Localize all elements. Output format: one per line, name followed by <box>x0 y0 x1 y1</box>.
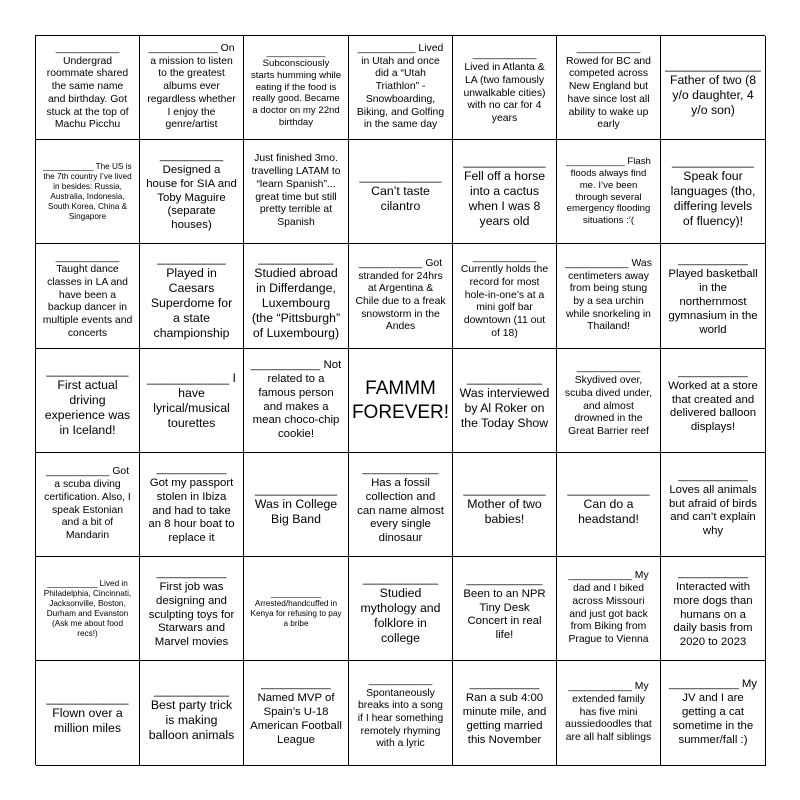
bingo-square[interactable] <box>661 453 766 557</box>
bingo-square-text: ___________ First job was designing and sculpting toys for Starwars and Marvel movies <box>148 566 235 649</box>
bingo-square[interactable] <box>349 244 453 349</box>
bingo-card <box>35 35 765 765</box>
bingo-square[interactable] <box>140 349 244 453</box>
bingo-square-text: ____________ Has a fossil collection and can name almost every single dinosaur <box>357 462 444 545</box>
bingo-square-text: ____________ On a mission to listen to the greatest albums ever regardless whether I enjoy the genre/artist <box>147 43 236 131</box>
bingo-square[interactable] <box>140 557 244 661</box>
bingo-square[interactable] <box>453 140 557 244</box>
bingo-square[interactable] <box>244 349 349 453</box>
bingo-square-text: ______________ Father of two (8 y/o daughter, 4 y/o son) <box>665 57 761 117</box>
bingo-square-text: ___________ Not related to a famous person and makes a mean choco-chip cookie! <box>250 358 342 441</box>
bingo-square[interactable] <box>557 244 661 349</box>
bingo-square[interactable] <box>140 661 244 766</box>
bingo-square[interactable] <box>36 661 140 766</box>
bingo-square-text: ___________ Skydived over, scuba dived under, and almost drowned in the Great Barrier reef <box>564 362 653 437</box>
bingo-square[interactable] <box>244 557 349 661</box>
bingo-square[interactable] <box>36 244 140 349</box>
bingo-square-text: ___________ Played basketball in the northernmost gymnasium in the world <box>668 254 758 336</box>
bingo-square[interactable] <box>349 140 453 244</box>
bingo-square[interactable] <box>661 661 766 766</box>
bingo-square[interactable] <box>557 557 661 661</box>
bingo-square-text: ___________ Got stranded for 24hrs at Argentina & Chile due to a freak snowstorm in the Andes <box>355 257 446 333</box>
bingo-square-text: ____________ Can’t taste cilantro <box>359 169 442 213</box>
bingo-square-text: __________ Played in Caesars Superdome for a state championship <box>150 251 233 340</box>
bingo-square-text: ___________ Best party trick is making balloon animals <box>148 683 235 742</box>
bingo-square[interactable] <box>244 140 349 244</box>
bingo-square[interactable] <box>36 557 140 661</box>
bingo-square[interactable] <box>140 36 244 140</box>
bingo-square-text: ____________ Speak four languages (tho, differing levels of fluency)! <box>670 154 756 228</box>
bingo-square[interactable] <box>36 349 140 453</box>
bingo-square[interactable] <box>140 244 244 349</box>
bingo-square[interactable] <box>557 349 661 453</box>
bingo-square-text: ____________ Flown over a million miles <box>46 690 129 735</box>
bingo-square-text: ___________ Arrested/handcuffed in Kenya for refusing to pay a bribe <box>250 588 342 628</box>
bingo-square[interactable] <box>453 453 557 557</box>
bingo-square[interactable] <box>661 349 766 453</box>
bingo-square-text: ____________ Been to an NPR Tiny Desk Concert in real life! <box>463 573 546 642</box>
bingo-square-text: ___________ Taught dance classes in LA and have been a backup dancer in multiple events and concerts <box>42 251 133 339</box>
bingo-square-text: ___________ Subconsciously starts humming while eating if the food is really good. Became a doctor on my 22nd birthday <box>250 46 342 128</box>
bingo-square-text: Just finished 3mo. travelling LATAM to “learn Spanish”... great time but still pretty terrible at Spanish <box>251 153 341 228</box>
bingo-square-text: ___________ Undergrad roommate shared the same name and birthday. Got stuck at the top of Machu Picchu <box>46 43 129 131</box>
bingo-square[interactable] <box>36 140 140 244</box>
bingo-square[interactable] <box>349 349 453 453</box>
bingo-square[interactable] <box>453 557 557 661</box>
bingo-square[interactable] <box>36 453 140 557</box>
bingo-square-text: ___________ Studied mythology and folklore in college <box>360 571 441 645</box>
bingo-square-text: __________ Lived in Utah and once did a “Utah Triathlon” - Snowboarding, Biking, and Golfing in the same day <box>356 43 445 131</box>
bingo-square-text: ___________ Currently holds the record for most hole-in-one’s at a mini golf bar downtown (11 out of 18) <box>460 251 549 339</box>
bingo-square-text: ___________ Spontaneously breaks into a song if I hear something remotely rhyming with a lyric <box>357 674 444 750</box>
bingo-square-text: ____________ Was in College Big Band <box>254 482 338 526</box>
bingo-square-text: ___________ Worked at a store that created and delivered balloon displays! <box>668 365 758 434</box>
bingo-square-text: ___________ Ran a sub 4:00 minute mile, and getting married this November <box>462 678 547 746</box>
bingo-square-text: ___________ Rowed for BC and competed across New England but have since lost all ability to wake up early <box>566 43 651 131</box>
bingo-square[interactable] <box>36 36 140 140</box>
bingo-square-text: ___________ Got a scuba diving certification. Also, I speak Estonian and a bit of Mandarin <box>44 466 131 541</box>
bingo-square-text: ___________ Loves all animals but afraid of birds and can’t explain why <box>668 469 757 538</box>
bingo-square[interactable] <box>349 453 453 557</box>
bingo-square-text: ___________ Interacted with more dogs than humans on a daily basis from 2020 to 2023 <box>673 566 753 649</box>
bingo-square[interactable] <box>244 453 349 557</box>
bingo-square-text: ___________ Flash floods always find me. I’ve been through several emergency flooding situations :’( <box>566 156 651 226</box>
bingo-square[interactable] <box>661 557 766 661</box>
bingo-square[interactable] <box>557 140 661 244</box>
bingo-square[interactable] <box>349 661 453 766</box>
bingo-square-text: ____________ Mother of two babies! <box>463 482 546 526</box>
bingo-square-text: ___________ Lived in Atlanta & LA (two famously unwalkable cities) with no car for 4 years <box>463 49 546 124</box>
bingo-square[interactable] <box>453 349 557 453</box>
bingo-square[interactable] <box>557 453 661 557</box>
bingo-square[interactable] <box>661 140 766 244</box>
bingo-square[interactable] <box>244 36 349 140</box>
bingo-square[interactable] <box>661 36 766 140</box>
bingo-square-text: ____________ Fell off a horse into a cactus when I was 8 years old <box>463 154 546 228</box>
bingo-square[interactable] <box>140 453 244 557</box>
bingo-square-text: ___________ My JV and I are getting a cat sometime in the summer/fall :) <box>668 678 758 746</box>
bingo-square-text: __________ Designed a house for SIA and Toby Maguire (separate houses) <box>146 149 237 232</box>
bingo-square[interactable] <box>349 557 453 661</box>
bingo-square-text: ___________ Named MVP of Spain’s U-18 American Football League <box>250 678 342 746</box>
bingo-square[interactable] <box>349 36 453 140</box>
bingo-square[interactable] <box>557 661 661 766</box>
bingo-square[interactable] <box>140 140 244 244</box>
bingo-square[interactable] <box>453 36 557 140</box>
bingo-square[interactable] <box>453 661 557 766</box>
bingo-square-text: ___________ My dad and I biked across Missouri and just got back from Biking from Prague to Vienna <box>568 570 649 645</box>
bingo-square-text: ___________ Lived in Philadelphia, Cincinnati, Jacksonville, Boston, Durham and Evanston (Ask me about food recs!) <box>43 578 132 638</box>
bingo-square[interactable] <box>244 661 349 766</box>
bingo-square-text: ___________ The US is the 7th country I’ve lived in besides: Russia, Australia, Indonesia, South Korea, China & Singapore <box>43 161 132 221</box>
bingo-square-text: ____________ First actual driving experience was in Iceland! <box>44 363 131 437</box>
bingo-square-text: ___________ Got my passport stolen in Ibiza and had to take an 8 hour boat to replace it <box>148 462 235 545</box>
bingo-square-text: ___________ Was interviewed by Al Roker on the Today Show <box>459 370 550 430</box>
bingo-square-text: ____________ Can do a headstand! <box>567 482 650 526</box>
bingo-square-text: ___________ Was centimeters away from being stung by a sea urchin while snorkeling in Thailand! <box>565 257 652 333</box>
bingo-square[interactable] <box>661 244 766 349</box>
bingo-square[interactable] <box>453 244 557 349</box>
bingo-square-text: ___________ Studied abroad in Differdange, Luxembourg (the “Pittsburgh” of Luxembourg) <box>251 251 341 340</box>
bingo-square[interactable] <box>244 244 349 349</box>
bingo-square-text: ___________ My extended family has five mini aussiedoodles that are all half siblings <box>565 681 652 744</box>
free-square-text: FAMMM FOREVER! <box>351 377 450 423</box>
bingo-square-text: ____________ I have lyrical/musical tourettes <box>147 370 236 430</box>
bingo-square[interactable] <box>557 36 661 140</box>
